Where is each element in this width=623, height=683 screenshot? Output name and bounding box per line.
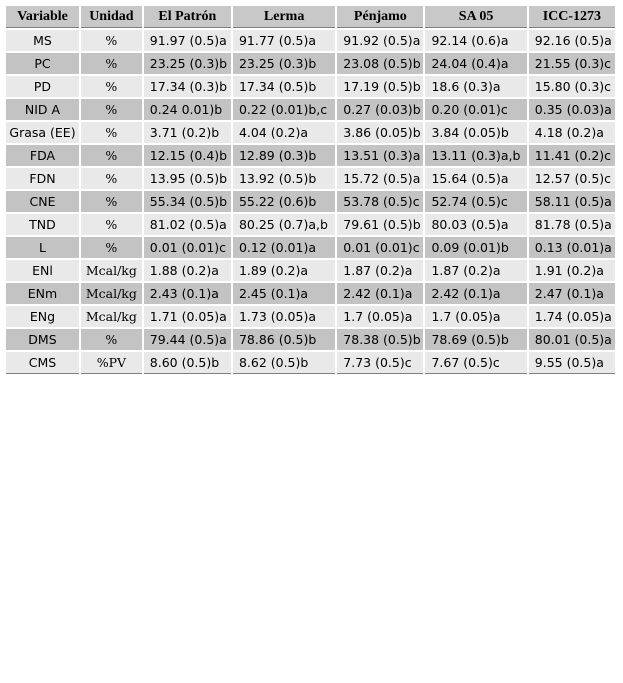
cell-variable: L (6, 237, 79, 258)
cell-variable: CNE (6, 191, 79, 212)
cell-variable: ENm (6, 283, 79, 304)
cell-unidad: Mcal/kg (81, 260, 142, 281)
cell-value: 2.43 (0.1)a (144, 283, 231, 304)
cell-value: 8.62 (0.5)b (233, 352, 335, 374)
cell-value: 1.7 (0.05)a (425, 306, 526, 327)
cell-value: 21.55 (0.3)c (529, 53, 615, 74)
table-row (6, 76, 615, 97)
table-row (6, 329, 615, 350)
cell-value: 53.78 (0.5)c (337, 191, 423, 212)
cell-value: 13.11 (0.3)a,b (425, 145, 526, 166)
cell-value: 1.91 (0.2)a (529, 260, 615, 281)
cell-variable: MS (6, 30, 79, 51)
cell-value: 58.11 (0.5)a (529, 191, 615, 212)
cell-unidad: % (81, 214, 142, 235)
cell-value: 15.64 (0.5)a (425, 168, 526, 189)
header-icc1273: ICC-1273 (529, 6, 615, 28)
header-penjamo: Pénjamo (337, 6, 423, 28)
cell-value: 0.24 0.01)b (144, 99, 231, 120)
table-row (6, 53, 615, 74)
cell-value: 92.16 (0.5)a (529, 30, 615, 51)
cell-value: 12.15 (0.4)b (144, 145, 231, 166)
header-lerma: Lerma (233, 6, 335, 28)
cell-unidad: % (81, 99, 142, 120)
table-row (6, 168, 615, 189)
table-row (6, 145, 615, 166)
cell-unidad: Mcal/kg (81, 283, 142, 304)
cell-variable: NID A (6, 99, 79, 120)
cell-value: 0.13 (0.01)a (529, 237, 615, 258)
cell-variable: PD (6, 76, 79, 97)
cell-value: 1.73 (0.05)a (233, 306, 335, 327)
table-body (6, 30, 615, 374)
header-variable: Variable (6, 6, 79, 28)
cell-value: 0.01 (0.01)c (337, 237, 423, 258)
cell-value: 0.01 (0.01)c (144, 237, 231, 258)
cell-value: 2.42 (0.1)a (337, 283, 423, 304)
table-row (6, 352, 615, 374)
cell-unidad: % (81, 53, 142, 74)
cell-value: 4.18 (0.2)a (529, 122, 615, 143)
cell-value: 0.22 (0.01)b,c (233, 99, 335, 120)
table-row (6, 306, 615, 327)
cell-unidad: % (81, 76, 142, 97)
cell-value: 13.51 (0.3)a (337, 145, 423, 166)
cell-value: 1.87 (0.2)a (425, 260, 526, 281)
cell-value: 23.25 (0.3)b (144, 53, 231, 74)
nutrient-table (4, 4, 617, 376)
cell-value: 0.09 (0.01)b (425, 237, 526, 258)
cell-value: 91.77 (0.5)a (233, 30, 335, 51)
cell-value: 81.02 (0.5)a (144, 214, 231, 235)
cell-value: 11.41 (0.2)c (529, 145, 615, 166)
cell-value: 13.95 (0.5)b (144, 168, 231, 189)
cell-value: 2.47 (0.1)a (529, 283, 615, 304)
cell-variable: FDA (6, 145, 79, 166)
cell-value: 12.57 (0.5)c (529, 168, 615, 189)
cell-value: 91.92 (0.5)a (337, 30, 423, 51)
cell-unidad: % (81, 191, 142, 212)
cell-variable: ENg (6, 306, 79, 327)
cell-unidad: % (81, 329, 142, 350)
table-row (6, 122, 615, 143)
cell-value: 17.34 (0.5)b (233, 76, 335, 97)
cell-variable: FDN (6, 168, 79, 189)
cell-value: 15.80 (0.3)c (529, 76, 615, 97)
cell-value: 1.71 (0.05)a (144, 306, 231, 327)
cell-value: 79.44 (0.5)a (144, 329, 231, 350)
cell-variable: TND (6, 214, 79, 235)
cell-value: 0.12 (0.01)a (233, 237, 335, 258)
table-row (6, 283, 615, 304)
cell-value: 13.92 (0.5)b (233, 168, 335, 189)
cell-value: 1.89 (0.2)a (233, 260, 335, 281)
cell-value: 17.19 (0.5)b (337, 76, 423, 97)
cell-variable: DMS (6, 329, 79, 350)
cell-value: 18.6 (0.3)a (425, 76, 526, 97)
cell-unidad: % (81, 30, 142, 51)
header-el-patron: El Patrón (144, 6, 231, 28)
cell-unidad: %PV (81, 352, 142, 374)
cell-value: 78.69 (0.5)b (425, 329, 526, 350)
table-row (6, 30, 615, 51)
cell-value: 15.72 (0.5)a (337, 168, 423, 189)
cell-value: 78.38 (0.5)b (337, 329, 423, 350)
cell-unidad: % (81, 145, 142, 166)
cell-value: 78.86 (0.5)b (233, 329, 335, 350)
cell-unidad: % (81, 168, 142, 189)
table-row (6, 237, 615, 258)
cell-variable: CMS (6, 352, 79, 374)
cell-value: 1.88 (0.2)a (144, 260, 231, 281)
cell-value: 9.55 (0.5)a (529, 352, 615, 374)
cell-value: 8.60 (0.5)b (144, 352, 231, 374)
header-unidad: Unidad (81, 6, 142, 28)
cell-unidad: Mcal/kg (81, 306, 142, 327)
cell-value: 92.14 (0.6)a (425, 30, 526, 51)
cell-value: 3.86 (0.05)b (337, 122, 423, 143)
cell-value: 3.84 (0.05)b (425, 122, 526, 143)
cell-value: 7.73 (0.5)c (337, 352, 423, 374)
cell-value: 0.35 (0.03)a (529, 99, 615, 120)
cell-value: 1.87 (0.2)a (337, 260, 423, 281)
cell-value: 91.97 (0.5)a (144, 30, 231, 51)
cell-value: 23.08 (0.5)b (337, 53, 423, 74)
cell-variable: Grasa (EE) (6, 122, 79, 143)
cell-value: 2.45 (0.1)a (233, 283, 335, 304)
cell-value: 52.74 (0.5)c (425, 191, 526, 212)
cell-value: 55.34 (0.5)b (144, 191, 231, 212)
cell-value: 2.42 (0.1)a (425, 283, 526, 304)
cell-value: 23.25 (0.3)b (233, 53, 335, 74)
table-row (6, 214, 615, 235)
cell-value: 0.27 (0.03)b (337, 99, 423, 120)
cell-value: 79.61 (0.5)b (337, 214, 423, 235)
header-row (6, 6, 615, 28)
table-row (6, 260, 615, 281)
cell-value: 80.01 (0.5)a (529, 329, 615, 350)
cell-value: 80.25 (0.7)a,b (233, 214, 335, 235)
cell-value: 1.74 (0.05)a (529, 306, 615, 327)
cell-value: 0.20 (0.01)c (425, 99, 526, 120)
cell-value: 7.67 (0.5)c (425, 352, 526, 374)
cell-value: 1.7 (0.05)a (337, 306, 423, 327)
cell-value: 24.04 (0.4)a (425, 53, 526, 74)
table-row (6, 99, 615, 120)
table-row (6, 191, 615, 212)
cell-unidad: % (81, 237, 142, 258)
cell-value: 17.34 (0.3)b (144, 76, 231, 97)
cell-value: 3.71 (0.2)b (144, 122, 231, 143)
cell-unidad: % (81, 122, 142, 143)
header-sa05: SA 05 (425, 6, 526, 28)
cell-value: 12.89 (0.3)b (233, 145, 335, 166)
cell-value: 4.04 (0.2)a (233, 122, 335, 143)
cell-value: 55.22 (0.6)b (233, 191, 335, 212)
cell-value: 81.78 (0.5)a (529, 214, 615, 235)
cell-value: 80.03 (0.5)a (425, 214, 526, 235)
cell-variable: PC (6, 53, 79, 74)
cell-variable: ENl (6, 260, 79, 281)
